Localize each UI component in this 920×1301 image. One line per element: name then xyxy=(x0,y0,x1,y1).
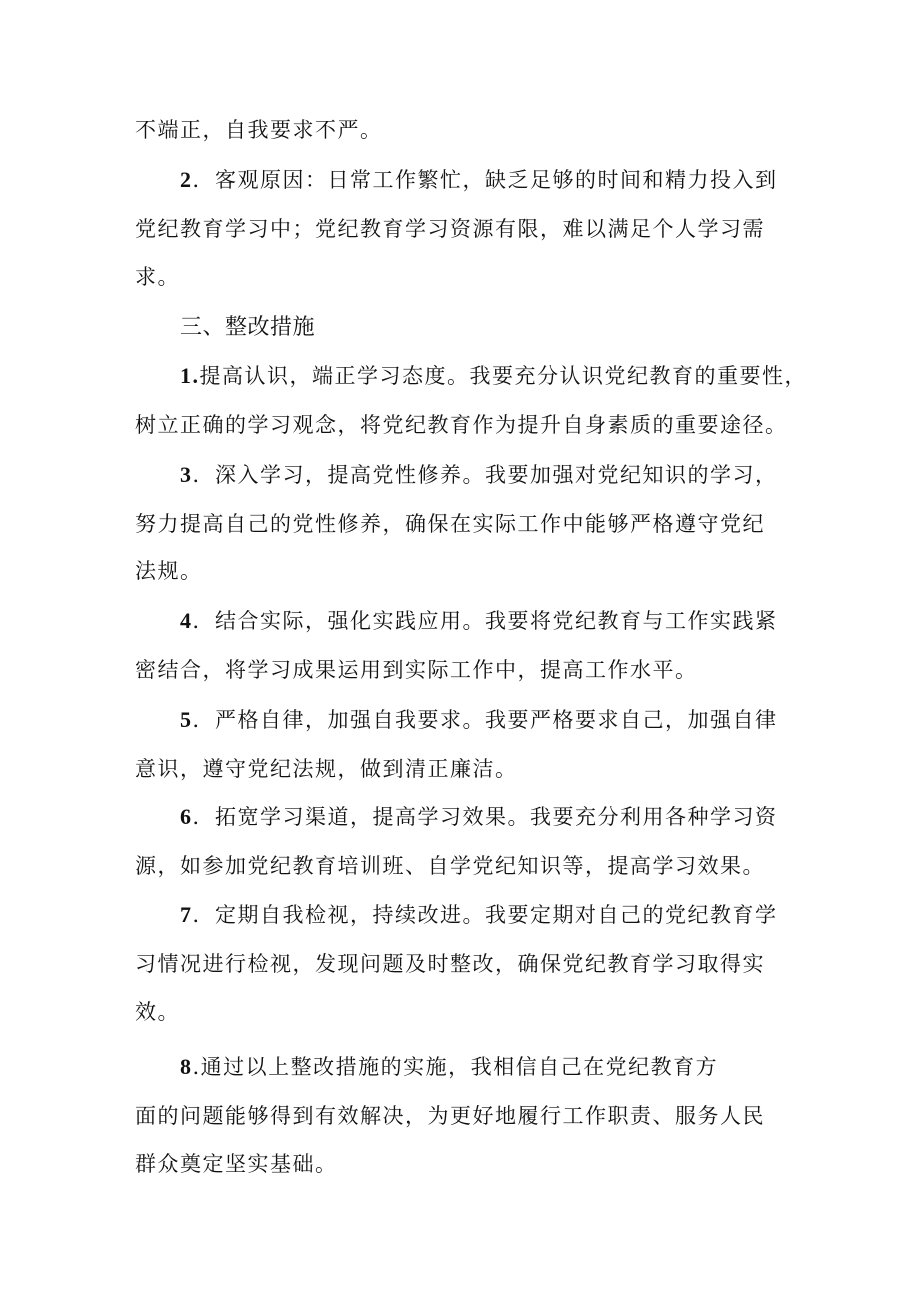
measure-6-line-2: 源，如参加党纪教育培训班、自学党纪知识等，提高学习效果。 xyxy=(135,854,765,878)
cause-2-line-2: 党纪教育学习中；党纪教育学习资源有限，难以满足个人学习需 xyxy=(135,217,765,241)
measure-4-line-1 xyxy=(180,607,778,635)
paragraph-text: ．结合实际，强化实践应用。我要将党纪教育与工作实践紧 xyxy=(192,609,778,633)
item-number: 3 xyxy=(180,462,193,487)
paragraph-text: 提高认识，端正学习态度。我要充分认识党纪教育的重要性， xyxy=(199,364,807,388)
paragraph-text: ．客观原因：日常工作繁忙，缺乏足够的时间和精力投入到 xyxy=(192,168,778,192)
section-heading: 三、整改措施 xyxy=(180,315,316,340)
paragraph-text: ．定期自我检视，持续改进。我要定期对自己的党纪教育学 xyxy=(192,903,778,927)
measure-8-line-2: 面的问题能够得到有效解决，为更好地履行工作职责、服务人民 xyxy=(135,1104,765,1128)
measure-5-line-1 xyxy=(180,706,778,734)
intro-line: 不端正，自我要求不严。 xyxy=(135,118,383,142)
measure-3-line-3: 法规。 xyxy=(135,559,203,583)
measure-7-line-2: 习情况进行检视，发现问题及时整改，确保党纪教育学习取得实 xyxy=(135,952,765,976)
item-number: 2 xyxy=(180,167,193,192)
paragraph-text: .通过以上整改措施的实施，我相信自己在党纪教育方 xyxy=(192,1055,719,1079)
paragraph-text: ．严格自律，加强自我要求。我要严格要求自己，加强自律 xyxy=(192,708,778,732)
paragraph-text: ．深入学习，提高党性修养。我要加强对党纪知识的学习， xyxy=(192,463,778,487)
measure-7-line-1 xyxy=(180,901,778,929)
item-number: 1. xyxy=(180,363,200,388)
measure-6-line-1 xyxy=(180,803,778,831)
measure-1-line-1 xyxy=(180,362,807,390)
item-number: 6 xyxy=(180,804,193,829)
measure-4-line-2: 密结合，将学习成果运用到实际工作中，提高工作水平。 xyxy=(135,658,698,682)
measure-7-line-3: 效。 xyxy=(135,1000,180,1024)
paragraph-text: ．拓宽学习渠道，提高学习效果。我要充分利用各种学习资 xyxy=(192,805,778,829)
cause-2-line-3: 求。 xyxy=(135,265,180,289)
measure-5-line-2: 意识，遵守党纪法规，做到清正廉洁。 xyxy=(135,757,518,781)
item-number: 4 xyxy=(180,608,193,633)
item-number: 8 xyxy=(180,1054,193,1079)
measure-8-line-3: 群众奠定坚实基础。 xyxy=(135,1152,338,1176)
measure-3-line-1 xyxy=(180,461,778,489)
item-number: 7 xyxy=(180,902,193,927)
item-number: 5 xyxy=(180,707,193,732)
measure-8-line-1 xyxy=(180,1053,718,1081)
measure-1-line-2: 树立正确的学习观念，将党纪教育作为提升自身素质的重要途径。 xyxy=(135,413,788,437)
measure-3-line-2: 努力提高自己的党性修养，确保在实际工作中能够严格遵守党纪 xyxy=(135,512,765,536)
cause-2-line-1 xyxy=(180,166,778,194)
